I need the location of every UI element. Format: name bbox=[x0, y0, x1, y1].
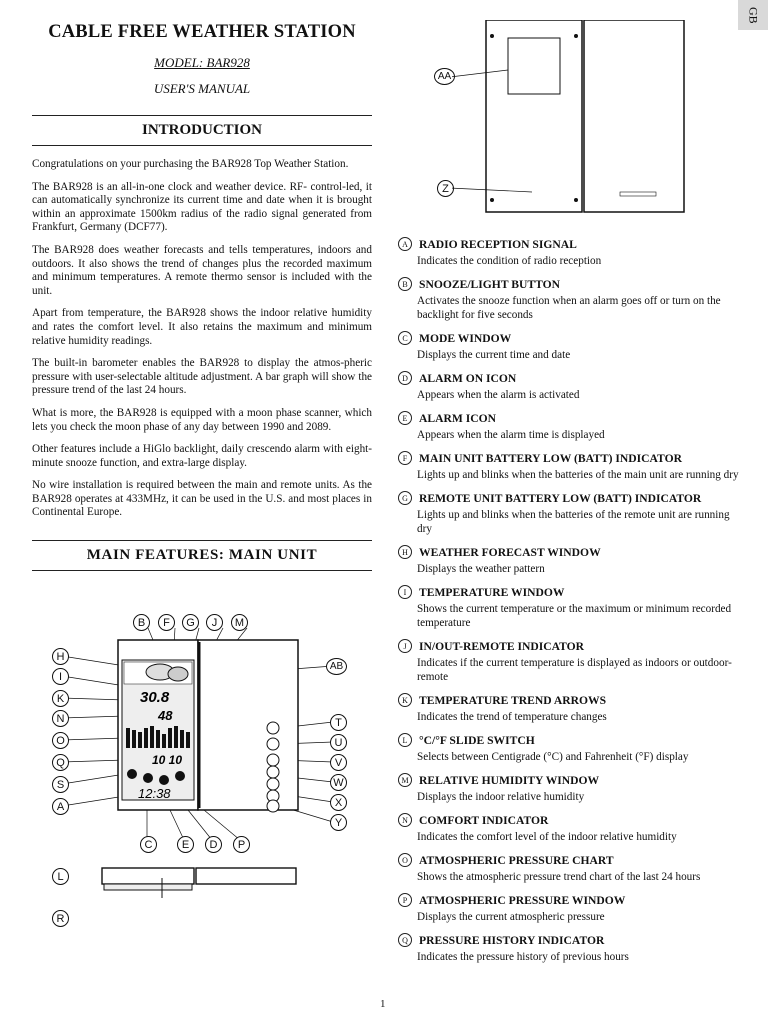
callout-t: T bbox=[330, 714, 347, 731]
lcd-temperature: 30.8 bbox=[140, 689, 170, 706]
intro-paragraph: The BAR928 is an all-in-one clock and weather device. RF- control-led, it can automatically synchronize its current time and date when it is brought within an approximate 1500km radius of the radio signal generated from Frankfurt, Germany (DCF77). bbox=[32, 180, 372, 234]
callout-o: O bbox=[52, 732, 69, 749]
feature-item-head bbox=[398, 491, 743, 505]
feature-desc: Displays the current time and date bbox=[417, 349, 571, 361]
feature-desc: Indicates if the current temperature is displayed as indoors or outdoor-remote bbox=[417, 657, 732, 683]
callout-w: W bbox=[330, 774, 347, 791]
language-tab-label: GB bbox=[746, 6, 761, 24]
feature-item-head bbox=[398, 545, 743, 559]
feature-badge: F bbox=[398, 451, 412, 465]
intro-paragraph: The BAR928 does weather forecasts and tells temperatures, indoors and outdoors. It also shows the trend of changes plus the recorded maximum and minimum temperatures. A remote thermo sensor is included with the unit. bbox=[32, 243, 372, 297]
lcd-clock: 12:38 bbox=[138, 786, 171, 801]
callout-y: Y bbox=[330, 814, 347, 831]
callout-aa: AA bbox=[434, 68, 455, 85]
feature-title: RELATIVE HUMIDITY WINDOW bbox=[419, 773, 600, 787]
feature-badge: G bbox=[398, 491, 412, 505]
feature-badge: L bbox=[398, 733, 412, 747]
feature-desc: Indicates the comfort level of the indoor relative humidity bbox=[417, 831, 677, 843]
feature-item bbox=[398, 693, 743, 724]
feature-title: REMOTE UNIT BATTERY LOW (BATT) INDICATOR bbox=[419, 491, 702, 505]
feature-badge: B bbox=[398, 277, 412, 291]
feature-item-head bbox=[398, 331, 743, 345]
feature-item bbox=[398, 733, 743, 764]
feature-badge: M bbox=[398, 773, 412, 787]
callout-k: K bbox=[52, 690, 69, 707]
feature-badge: O bbox=[398, 853, 412, 867]
feature-item-head bbox=[398, 893, 743, 907]
feature-title: IN/OUT-REMOTE INDICATOR bbox=[419, 639, 585, 653]
lcd-humidity: 48 bbox=[158, 708, 173, 723]
feature-item-head bbox=[398, 411, 743, 425]
feature-badge: E bbox=[398, 411, 412, 425]
feature-title: °C/°F SLIDE SWITCH bbox=[419, 733, 535, 747]
feature-item bbox=[398, 411, 743, 442]
callout-e: E bbox=[177, 836, 194, 853]
feature-item-head bbox=[398, 639, 743, 653]
feature-title: COMFORT INDICATOR bbox=[419, 813, 549, 827]
intro-paragraph: No wire installation is required between the main and remote units. As the BAR928 operates at 433MHz, it can be used in the U.S. and most places in Continental Europe. bbox=[32, 479, 372, 519]
feature-item-head bbox=[398, 773, 743, 787]
feature-item-head bbox=[398, 277, 743, 291]
feature-title: TEMPERATURE WINDOW bbox=[419, 585, 565, 599]
feature-desc: Displays the indoor relative humidity bbox=[417, 791, 585, 803]
feature-desc: Displays the weather pattern bbox=[417, 563, 545, 575]
feature-badge: I bbox=[398, 585, 412, 599]
callout-x: X bbox=[330, 794, 347, 811]
feature-item bbox=[398, 773, 743, 804]
callout-p: P bbox=[233, 836, 250, 853]
feature-desc: Displays the current atmospheric pressure bbox=[417, 911, 605, 923]
callout-ab: AB bbox=[326, 658, 347, 675]
callout-u: U bbox=[330, 734, 347, 751]
lcd-time: 10 10 bbox=[152, 753, 183, 767]
callout-m: M bbox=[231, 614, 248, 631]
feature-item-head bbox=[398, 585, 743, 599]
feature-item bbox=[398, 277, 743, 322]
feature-title: SNOOZE/LIGHT BUTTON bbox=[419, 277, 560, 291]
feature-title: ALARM ICON bbox=[419, 411, 496, 425]
feature-badge: H bbox=[398, 545, 412, 559]
feature-badge: P bbox=[398, 893, 412, 907]
callout-f: F bbox=[158, 614, 175, 631]
feature-desc: Lights up and blinks when the batteries of the main unit are running dry bbox=[417, 469, 739, 481]
feature-item-head bbox=[398, 933, 743, 947]
back-view-drawing bbox=[452, 20, 697, 215]
feature-item bbox=[398, 853, 743, 884]
feature-item bbox=[398, 331, 743, 362]
feature-desc: Selects between Centigrade (°C) and Fahrenheit (°F) display bbox=[417, 751, 689, 763]
feature-badge: N bbox=[398, 813, 412, 827]
callout-l: L bbox=[52, 868, 69, 885]
feature-item bbox=[398, 371, 743, 402]
intro-paragraph: Congratulations on your purchasing the BAR928 Top Weather Station. bbox=[32, 158, 349, 170]
callout-n: N bbox=[52, 710, 69, 727]
feature-item-head bbox=[398, 451, 743, 465]
feature-title: TEMPERATURE TREND ARROWS bbox=[419, 693, 607, 707]
feature-item bbox=[398, 237, 743, 268]
feature-item bbox=[398, 585, 743, 630]
feature-title: ATMOSPHERIC PRESSURE CHART bbox=[419, 853, 614, 867]
feature-item-head bbox=[398, 813, 743, 827]
feature-item-head bbox=[398, 853, 743, 867]
callout-h: H bbox=[52, 648, 69, 665]
feature-item-head bbox=[398, 693, 743, 707]
feature-desc: Activates the snooze function when an alarm goes off or turn on the backlight for five seconds bbox=[417, 295, 721, 321]
callout-z: Z bbox=[437, 180, 454, 197]
feature-desc: Shows the current temperature or the maximum or minimum recorded temperature bbox=[417, 603, 732, 629]
feature-desc: Appears when the alarm time is displayed bbox=[417, 429, 605, 441]
feature-item bbox=[398, 933, 743, 964]
left-column bbox=[32, 18, 372, 571]
feature-item bbox=[398, 813, 743, 844]
callout-s: S bbox=[52, 776, 69, 793]
callout-a: A bbox=[52, 798, 69, 815]
feature-list bbox=[398, 237, 743, 973]
feature-item bbox=[398, 451, 743, 482]
feature-title: MAIN UNIT BATTERY LOW (BATT) INDICATOR bbox=[419, 451, 682, 465]
feature-title: PRESSURE HISTORY INDICATOR bbox=[419, 933, 605, 947]
intro-body bbox=[32, 158, 372, 520]
intro-paragraph: The built-in barometer enables the BAR928 to display the atmos-pheric pressure with user-selectable altitude adjustment. A bar graph will show the pressure trend of the last 24 hours. bbox=[32, 357, 372, 397]
page-number: 1 bbox=[380, 998, 386, 1010]
feature-item bbox=[398, 639, 743, 684]
manual-line: USER'S MANUAL bbox=[153, 81, 251, 96]
feature-badge: C bbox=[398, 331, 412, 345]
side-view-drawing bbox=[92, 858, 312, 908]
callout-j: J bbox=[206, 614, 223, 631]
feature-badge: A bbox=[398, 237, 412, 251]
feature-desc: Shows the atmospheric pressure trend chart of the last 24 hours bbox=[417, 871, 701, 883]
intro-heading: INTRODUCTION bbox=[32, 115, 372, 146]
feature-item bbox=[398, 491, 743, 536]
intro-paragraph: Other features include a HiGlo backlight, daily crescendo alarm with eight-minute snooze function, and extra-large display. bbox=[32, 443, 372, 469]
callout-g: G bbox=[182, 614, 199, 631]
feature-item-head bbox=[398, 371, 743, 385]
feature-item bbox=[398, 893, 743, 924]
feature-desc: Indicates the condition of radio reception bbox=[417, 255, 602, 267]
feature-title: WEATHER FORECAST WINDOW bbox=[419, 545, 601, 559]
intro-paragraph: What is more, the BAR928 is equipped with a moon phase scanner, which lets you check the moon phase of any day between 1990 and 2089. bbox=[32, 406, 372, 433]
feature-desc: Indicates the trend of temperature changes bbox=[417, 711, 607, 723]
callout-q: Q bbox=[52, 754, 69, 771]
feature-title: MODE WINDOW bbox=[419, 331, 512, 345]
callout-c: C bbox=[140, 836, 157, 853]
feature-item-head bbox=[398, 733, 743, 747]
callout-r: R bbox=[52, 910, 69, 927]
features-heading: MAIN FEATURES: MAIN UNIT bbox=[32, 540, 372, 571]
feature-badge: K bbox=[398, 693, 412, 707]
callout-v: V bbox=[330, 754, 347, 771]
intro-paragraph: Apart from temperature, the BAR928 shows the indoor relative humidity and rates the comfort level. It also retains the maximum and minimum relative humidity readings. bbox=[32, 307, 372, 347]
document-title: CABLE FREE WEATHER STATION bbox=[48, 22, 356, 42]
callout-d: D bbox=[205, 836, 222, 853]
feature-title: RADIO RECEPTION SIGNAL bbox=[419, 237, 577, 251]
feature-desc: Indicates the pressure history of previous hours bbox=[417, 951, 629, 963]
callout-b: B bbox=[133, 614, 150, 631]
feature-badge: J bbox=[398, 639, 412, 653]
feature-item-head bbox=[398, 237, 743, 251]
callout-i: I bbox=[52, 668, 69, 685]
feature-desc: Appears when the alarm is activated bbox=[417, 389, 580, 401]
feature-desc: Lights up and blinks when the batteries of the remote unit are running dry bbox=[417, 509, 730, 535]
feature-badge: D bbox=[398, 371, 412, 385]
language-tab bbox=[738, 0, 768, 30]
feature-title: ATMOSPHERIC PRESSURE WINDOW bbox=[419, 893, 626, 907]
model-line: MODEL: BAR928 bbox=[154, 55, 250, 70]
feature-badge: Q bbox=[398, 933, 412, 947]
feature-item bbox=[398, 545, 743, 576]
feature-title: ALARM ON ICON bbox=[419, 371, 517, 385]
